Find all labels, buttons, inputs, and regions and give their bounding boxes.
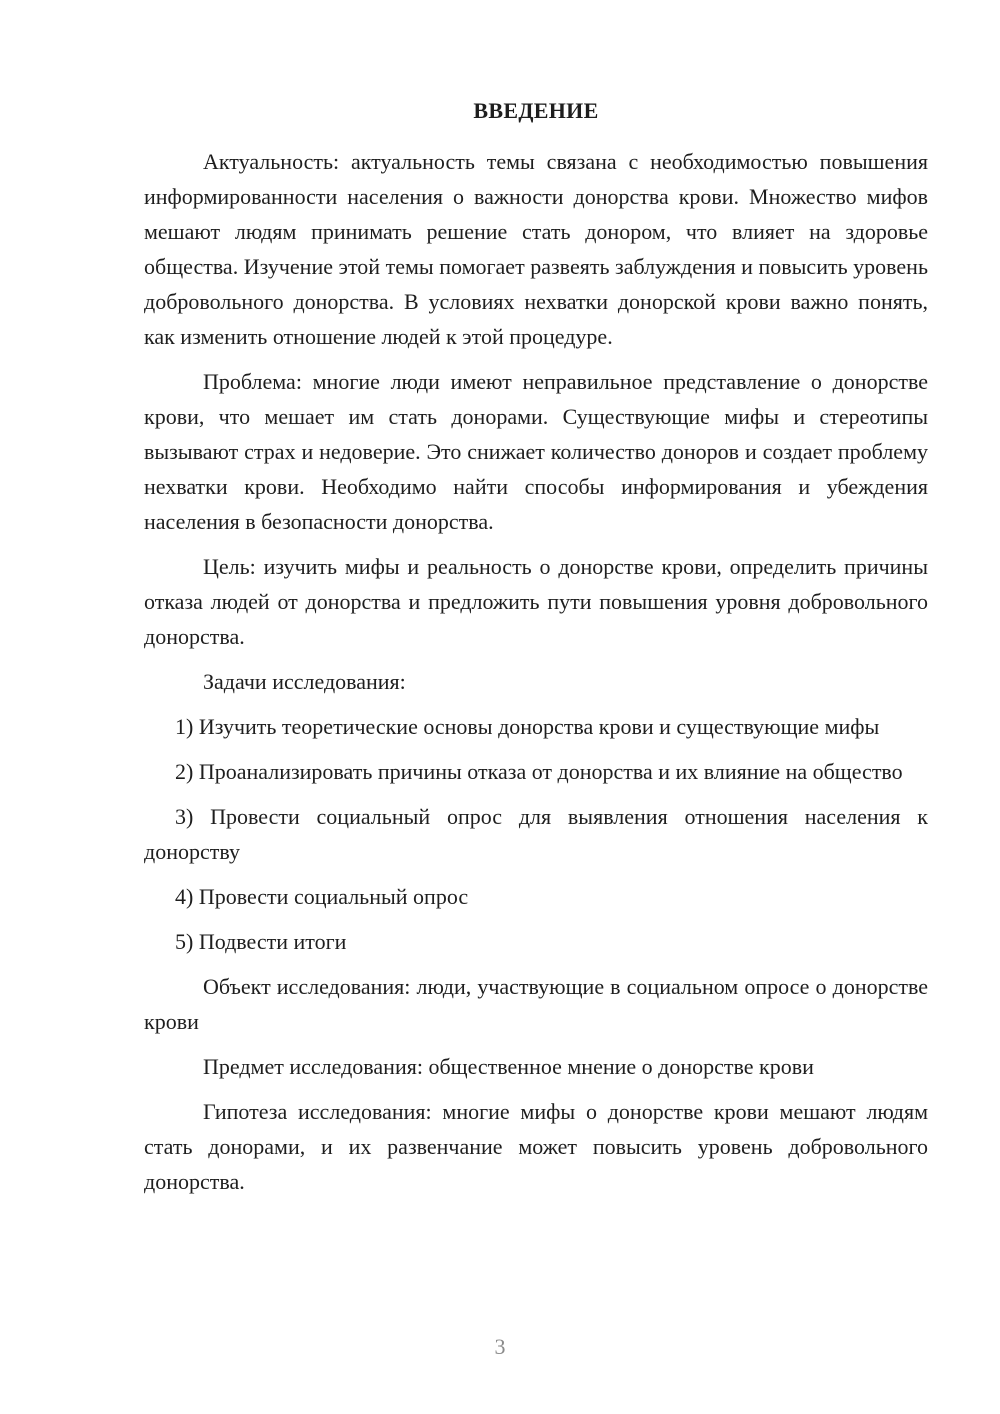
task-item: 2) Проанализировать причины отказа от донорства и их влияние на общество [175,759,903,784]
subject-paragraph: Предмет исследования: общественное мнение о донорстве крови [203,1054,814,1079]
problem-paragraph: Проблема: многие люди имеют неправильное представление о донорстве крови, что мешает им стать донорами. Существующие мифы и стереотипы вызывают страх и недоверие. Это снижает количество доноров и создает проблему нехватки крови. Необходимо найти способы информирования и убеждения населения в безопасности донорства. [144,369,928,534]
task-item: 3) Провести социальный опрос для выявления отношения населения к донорству [144,804,928,864]
document-page [144,94,928,1209]
tasks-heading: Задачи исследования: [203,669,406,694]
task-item: 1) Изучить теоретические основы донорства крови и существующие мифы [175,714,880,739]
task-item: 4) Провести социальный опрос [175,884,469,909]
section-title: ВВЕДЕНИЕ [473,98,599,123]
actuality-paragraph: Актуальность: актуальность темы связана с необходимостью повышения информированности населения о важности донорства крови. Множество мифов мешают людям принимать решение стать донором, что влияет на здоровье общества. Изучение этой темы помогает развеять заблуждения и повысить уровень добровольного донорства. В условиях нехватки донорской крови важно понять, как изменить отношение людей к этой процедуре. [144,149,928,349]
object-paragraph: Объект исследования: люди, участвующие в социальном опросе о донорстве крови [144,974,928,1034]
goal-paragraph: Цель: изучить мифы и реальность о донорстве крови, определить причины отказа людей от донорства и предложить пути повышения уровня добровольного донорства. [144,554,928,649]
hypothesis-paragraph: Гипотеза исследования: многие мифы о донорстве крови мешают людям стать донорами, и их развенчание может повысить уровень добровольного донорства. [144,1099,928,1194]
page-number: 3 [494,1334,506,1359]
task-item: 5) Подвести итоги [175,929,347,954]
